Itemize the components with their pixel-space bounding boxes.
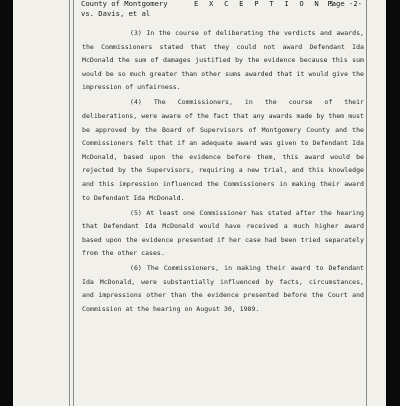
left-margin-rule: [69, 0, 70, 406]
paragraph-6: (6) The Commissioners, in making their award to Defendant Ida McDonald, were substantially influenced by facts, circumstances, and impressions other than the evidence presented before the Court and Commission at the hearing on August 30, 1989.: [82, 264, 364, 314]
paragraph-5: (5) At least one Commissioner has stated after the hearing that Defendant Ida McDonald would have received a much higher award based upon the evidence presented if her case had been tried separately from the other cases.: [82, 208, 364, 258]
document-title: E X C E P T I O N S: [194, 0, 338, 8]
case-caption: [81, 0, 171, 19]
paragraph-3: (3) In the course of deliberating the verdicts and awards, the Commissioners stated that they could not award Defendant Ida McDonald the sum of damages justified by the evidence because this sum would be so much greater than other sums awarded that it would give the impression of unfairness.: [82, 29, 364, 92]
left-margin-rule-inner: [73, 0, 74, 406]
right-margin-rule: [366, 0, 367, 406]
document-page: [13, 0, 386, 406]
page-number: Page -2-: [327, 0, 362, 8]
document-body: [82, 27, 364, 318]
case-caption-line1: County of Montgomery: [81, 0, 168, 8]
case-caption-line2: vs. Davis, et al: [81, 9, 151, 18]
paragraph-4: (4) The Commissioners, in the course of their deliberations, were aware of the fact that any awards made by them must be approved by the Board of Supervisors of Montgomery County and the Commissioners felt that if an adequate award was given to Defendant Ida McDonald, based upon the evidence before them, this award would be rejected by the Supervisors, requiring a new trial, and this knowledge and this impression influenced the Commissioners in making their award to Defendant Ida McDonald.: [82, 98, 364, 202]
